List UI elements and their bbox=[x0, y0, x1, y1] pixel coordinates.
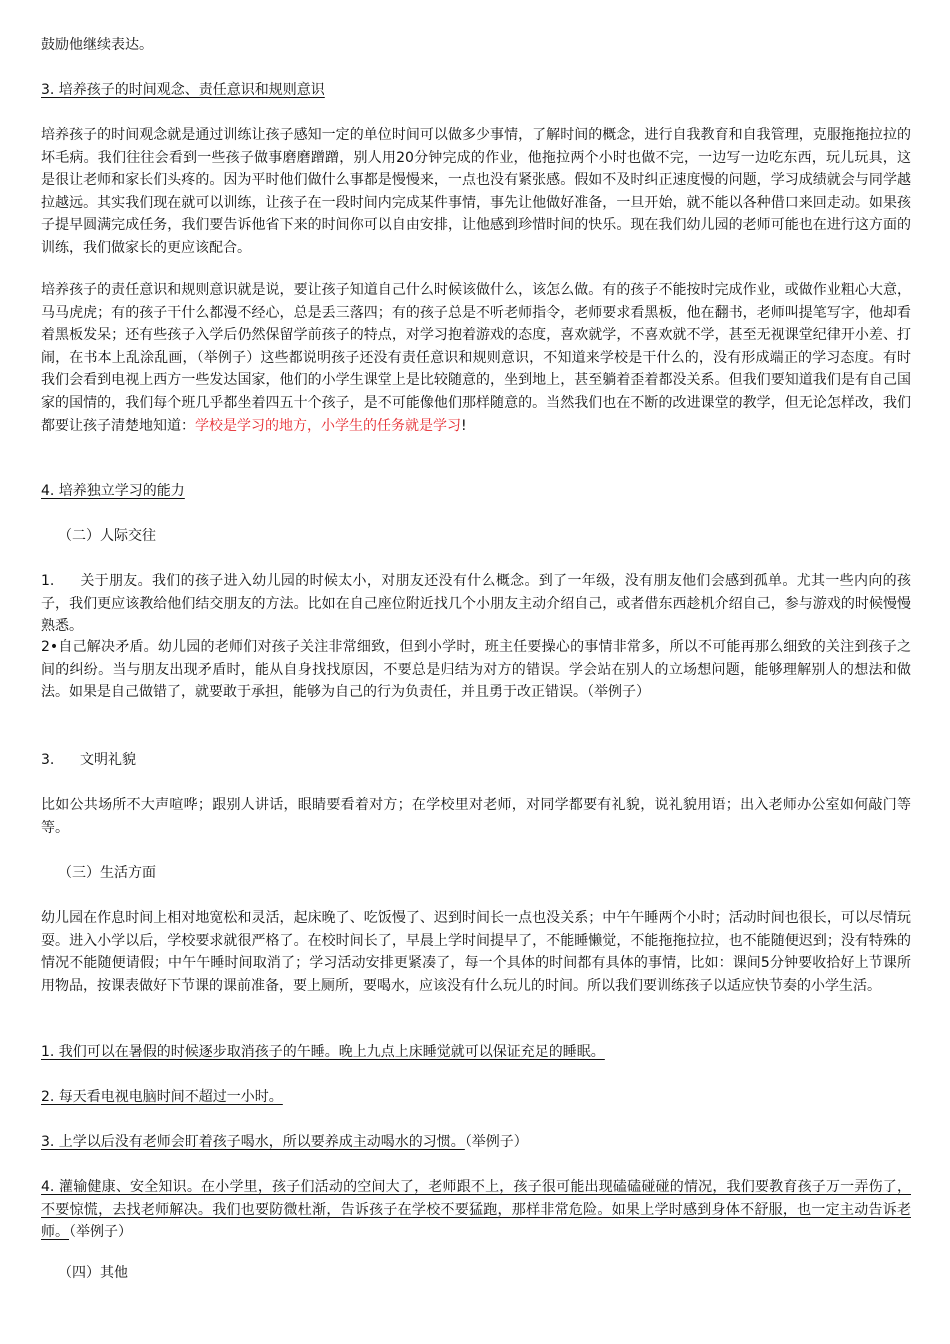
section-4-heading: （四）其他 bbox=[58, 1265, 128, 1281]
life-item-3-text: 3. 上学以后没有老师会盯着孩子喝水，所以要养成主动喝水的习惯。 bbox=[41, 1134, 465, 1150]
heading-4-text: 4. 培养独立学习的能力 bbox=[41, 483, 185, 499]
life-item-1 bbox=[41, 1041, 911, 1064]
responsibility-paragraph bbox=[41, 279, 911, 437]
responsibility-end: ! bbox=[461, 417, 467, 434]
life-item-4-tail: （举例子） bbox=[69, 1224, 132, 1241]
time-paragraph: 培养孩子的时间观念就是通过训练让孩子感知一定的单位时间可以做多少事情，了解时间的概念，进行自我教育和自我管理，克服拖拖拉拉的坏毛病。我们往往会看到一些孩子做事磨磨蹭蹭，别人用20分钟完成的作业，他拖拉两个小时也做不完，一边写一边吃东西，玩儿玩具，这是很让老师和家长们头疼的。因为平时他们做什么事都是慢慢来，一点也没有紧张感。假如不及时纠正速度慢的问题，学习成绩就会与同学越拉越远。其实我们现在就可以训练，让孩子在一段时间内完成某件事情，事先让他做好准备，一旦开始，就不能以各种借口来回走动。如果孩子提早圆满完成任务，我们要告诉他省下来的时间你可以自由安排，让他感到珍惜时间的快乐。现在我们幼儿园的老师可能也在进行这方面的训练，我们做家长的更应该配合。 bbox=[41, 127, 911, 256]
life-item-3 bbox=[41, 1131, 911, 1154]
section-2-heading: （二）人际交往 bbox=[58, 528, 156, 544]
heading-3-text: 3. 培养孩子的时间观念、责任意识和规则意识 bbox=[41, 82, 325, 98]
polite-title: 文明礼貌 bbox=[80, 752, 136, 768]
friend-text: 关于朋友。我们的孩子进入幼儿园的时候太小，对朋友还没有什么概念。到了一年级，没有朋友他们会感到孤单。尤其一些内向的孩子，我们更应该教给他们结交朋友的方法。比如在自己座位附近找几个小朋友主动介绍自己，或者借东西趁机介绍自己，参与游戏的时候慢慢熟悉。 bbox=[41, 573, 911, 635]
life-paragraph: 幼儿园在作息时间上相对地宽松和灵活，起床晚了、吃饭慢了、迟到时间长一点也没关系；中午午睡两个小时；活动时间也很长，可以尽情玩耍。进入小学以后，学校要求就很严格了。在校时间长了，早晨上学时间提早了，不能睡懒觉，不能拖拖拉拉，也不能随便迟到；没有特殊的情况不能随便请假；中午午睡时间取消了；学习活动安排更紧凑了，每一个具体的时间都有具体的事情，比如：课间5分钟要收拾好上节课所用物品，按课表做好下节课的课前准备，要上厕所，要喝水，应该没有什么玩儿的时间。所以我们要训练孩子以适应快节奏的小学生活。 bbox=[41, 910, 911, 994]
intro-tail-paragraph: 鼓励他继续表达。 bbox=[41, 37, 153, 53]
responsibility-highlight: 学校是学习的地方，小学生的任务就是学习 bbox=[195, 417, 461, 434]
conflict-paragraph: 2•自己解决矛盾。幼儿园的老师们对孩子关注非常细致，但到小学时，班主任要操心的事情非常多，所以不可能再那么细致的关注到孩子之间的纠纷。当与朋友出现矛盾时，能从自身找找原因，不要总是归结为对方的错误。学会站在别人的立场想问题，能够理解别人的想法和做法。如果是自己做错了，就要敢于承担，能够为自己的行为负责任，并且勇于改正错误。（举例子） bbox=[41, 639, 911, 701]
friend-paragraph bbox=[41, 570, 911, 638]
life-item-2 bbox=[41, 1086, 911, 1109]
responsibility-text: 培养孩子的责任意识和规则意识就是说，要让孩子知道自己什么时候该做什么，该怎么做。有的孩子不能按时完成作业，或做作业粗心大意，马马虎虎；有的孩子干什么都漫不经心，总是丢三落四；有的孩子总是不听老师指令，老师要求看黑板，他在翻书，老师叫提笔写字，他却看着黑板发呆；还有些孩子入学后仍然保留学前孩子的特点，对学习抱着游戏的态度，喜欢就学，不喜欢就不学，甚至无视课堂纪律开小差、打闹，在书本上乱涂乱画，（举例子）这些都说明孩子还没有责任意识和规则意识，不知道来学校是干什么的，没有形成端正的学习态度。有时我们会看到电视上西方一些发达国家，他们的小学生课堂上是比较随意的，坐到地上，甚至躺着歪着都没关系。但我们要知道我们是有自己国家的国情的，我们每个班几乎都坐着四五十个孩子，是不可能像他们那样随意的。当然我们也在不断的改进课堂的教学，但无论怎样改，我们都要让孩子清楚地知道： bbox=[41, 282, 911, 434]
life-item-3-tail: （举例子） bbox=[464, 1134, 528, 1150]
heading-4 bbox=[41, 480, 911, 503]
heading-3 bbox=[41, 79, 911, 102]
section-3-heading: （三）生活方面 bbox=[58, 865, 156, 881]
life-item-4-text: 4. 灌输健康、安全知识。在小学里，孩子们活动的空间大了，老师跟不上，孩子很可能出现磕磕碰碰的情况，我们要教育孩子万一弄伤了，不要惊慌，去找老师解决。我们也要防微杜渐，告诉孩子在学校不要猛跑，那样非常危险。如果上学时感到身体不舒服，也一定主动告诉老师。 bbox=[41, 1179, 911, 1241]
life-item-2-text: 2. 每天看电视电脑时间不超过一小时。 bbox=[41, 1089, 283, 1105]
life-item-4 bbox=[41, 1176, 911, 1244]
polite-number: 3. bbox=[41, 752, 55, 768]
friend-number: 1. bbox=[41, 573, 55, 589]
polite-heading bbox=[41, 749, 911, 772]
polite-paragraph: 比如公共场所不大声喧哗；跟别人讲话，眼睛要看着对方；在学校里对老师，对同学都要有礼貌，说礼貌用语；出入老师办公室如何敲门等等。 bbox=[41, 797, 911, 836]
life-item-1-text: 1. 我们可以在暑假的时候逐步取消孩子的午睡。晚上九点上床睡觉就可以保证充足的睡眠。 bbox=[41, 1044, 605, 1060]
